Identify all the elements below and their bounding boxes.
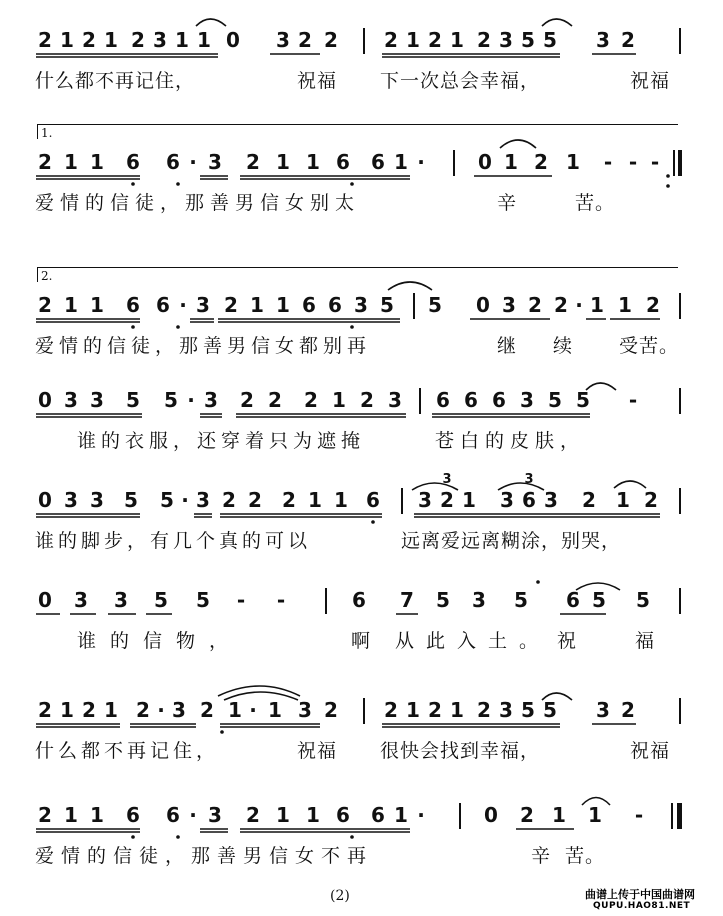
note: 1 [60,28,74,52]
note: 3 [64,488,78,512]
note: 6 [328,293,342,317]
lyric: 受苦。 [619,335,680,357]
note: 3 [64,388,78,412]
lyric: 祝福 [297,70,338,92]
note: 2 [384,28,398,52]
lyric: 祝福 [630,740,671,762]
note: 3 [196,293,210,317]
triplet-mark: 3 [442,472,452,487]
note: 2 [428,698,442,722]
note: 3 [153,28,167,52]
beam-lines [36,54,660,832]
note: 1 [308,488,322,512]
note: 6 [436,388,450,412]
note: 3 [298,698,312,722]
note: 1 [268,698,282,722]
octave-dots [131,174,670,839]
note: 6 [336,803,350,827]
lyric: 爱情的信徒，那善男信女都别再 [35,335,372,357]
lyric: 祝福 [297,740,338,762]
note: 0 [484,803,498,827]
note: 6 [352,588,366,612]
note: 5 [160,488,174,512]
note: 7 [400,588,414,612]
note: 3 [544,488,558,512]
lyric: 祝福 [630,70,671,92]
lyric: 啊 [351,630,372,652]
note: 6 [492,388,506,412]
lyric: 辛 [531,845,552,867]
note: 1 [504,150,518,174]
note: 1 [228,698,242,722]
note: 3 [90,388,104,412]
note: 1 [450,28,464,52]
note: 2 [534,150,548,174]
note: 3 [499,28,513,52]
tie-slurs [196,19,646,805]
lyric: 远离爱远离糊涂，别哭， [401,530,622,552]
note: 2 [528,293,542,317]
note: 1 [588,803,602,827]
triplet-mark: 3 [524,472,534,487]
note: 2 [324,698,338,722]
note: 2 [582,488,596,512]
note: 2 [222,488,236,512]
note: 0 [38,588,52,612]
lyric: 续 [553,335,574,357]
note: 1 [276,150,290,174]
note: 5 [543,28,557,52]
lyric: 下一次总会幸福， [380,70,541,92]
note: 5 [126,388,140,412]
note: - [276,588,286,612]
note: 2 [82,698,96,722]
note: 3 [74,588,88,612]
note: - [628,150,638,174]
note: 3 [500,488,514,512]
note: 1 [104,28,118,52]
note: 5 [521,28,535,52]
note: 3 [114,588,128,612]
note: 6 [366,488,380,512]
note: 0 [38,488,52,512]
note: 1 [104,698,118,722]
note: 6 [166,803,180,827]
note: 6 [566,588,580,612]
note: 2 [38,698,52,722]
lyric: 苍白的皮肤， [435,430,586,452]
note: 5 [636,588,650,612]
note: · [189,150,197,174]
lyric: 谁的信物， [77,630,243,652]
volta-label: 2. [41,269,53,283]
lyric: 谁的脚步，有几个真的可以 [35,530,312,552]
note: 2 [82,28,96,52]
note: 2 [136,698,150,722]
note: 1 [566,150,580,174]
lyric: 很快会找到幸福， [380,740,541,762]
note: 1 [406,28,420,52]
note: - [628,388,638,412]
lyric: 爱情的信徒，那善男信女不再 [35,845,374,867]
note: 6 [336,150,350,174]
note: 3 [172,698,186,722]
note: 0 [478,150,492,174]
note: · [189,803,197,827]
lyric: 苦。 [565,845,606,867]
note: 2 [428,28,442,52]
note: 1 [175,28,189,52]
note: 5 [548,388,562,412]
note: · [249,698,257,722]
note: 3 [596,698,610,722]
note: 1 [90,803,104,827]
note: · [179,293,187,317]
note: 0 [226,28,240,52]
note: 5 [428,293,442,317]
note: 5 [514,588,528,612]
note: 2 [477,28,491,52]
note: 2 [246,803,260,827]
note: 3 [502,293,516,317]
note: 5 [592,588,606,612]
page-number: (2) [330,888,350,904]
note: 6 [166,150,180,174]
note: 6 [302,293,316,317]
note: 1 [334,488,348,512]
note: 6 [126,150,140,174]
note: 3 [276,28,290,52]
note: 3 [208,803,222,827]
note: 3 [196,488,210,512]
note: 2 [324,28,338,52]
note: 3 [472,588,486,612]
note: 2 [246,150,260,174]
note: 1 [276,293,290,317]
note: 1 [250,293,264,317]
note: 1 [306,150,320,174]
note: 2 [621,698,635,722]
lyric: 继 [497,335,518,357]
note: 3 [520,388,534,412]
note: 3 [208,150,222,174]
note: 2 [360,388,374,412]
volta-label: 1. [41,126,53,140]
note: · [417,150,425,174]
note: 2 [224,293,238,317]
site-watermark [585,886,723,916]
note: 2 [621,28,635,52]
note: · [181,488,189,512]
note: 2 [298,28,312,52]
note: 2 [240,388,254,412]
note: 6 [126,293,140,317]
lyric: 爱情的信徒，那善男信女别太 [35,192,361,214]
note: 6 [371,150,385,174]
note: 2 [304,388,318,412]
note: 2 [440,488,454,512]
note: · [187,388,195,412]
note: 1 [462,488,476,512]
note: 3 [596,28,610,52]
note: 1 [332,388,346,412]
note: - [236,588,246,612]
note: 1 [90,293,104,317]
lyric: 辛 [497,192,518,214]
note: 1 [306,803,320,827]
note: 3 [499,698,513,722]
note: 2 [282,488,296,512]
note: 2 [38,803,52,827]
note: - [650,150,660,174]
note: 1 [64,150,78,174]
note: 3 [90,488,104,512]
note: 5 [576,388,590,412]
note: 1 [406,698,420,722]
lyric: 什么都不再记住， [35,70,196,92]
note: 5 [380,293,394,317]
note: - [634,803,644,827]
note: 2 [131,28,145,52]
note: 1 [552,803,566,827]
note: 1 [450,698,464,722]
note: 5 [124,488,138,512]
note: 5 [164,388,178,412]
note: 2 [38,28,52,52]
note: 5 [196,588,210,612]
note: · [157,698,165,722]
note: 6 [522,488,536,512]
note: 0 [38,388,52,412]
site-watermark-url: QUPU.HAO81.NET [593,901,691,911]
note: 1 [394,803,408,827]
note: 1 [276,803,290,827]
note: 5 [154,588,168,612]
note: 2 [554,293,568,317]
note: 1 [590,293,604,317]
note: 0 [476,293,490,317]
note: 1 [197,28,211,52]
note: 2 [477,698,491,722]
note: 2 [520,803,534,827]
note: 6 [371,803,385,827]
note: 5 [436,588,450,612]
note: 5 [543,698,557,722]
note: 3 [388,388,402,412]
site-watermark-name: 曲谱上传于中国曲谱网 [585,888,695,901]
note: 1 [90,150,104,174]
note: · [417,803,425,827]
note: 2 [248,488,262,512]
lyric: 福 [635,630,656,652]
note: 1 [616,488,630,512]
note: 2 [646,293,660,317]
note: · [575,293,583,317]
note: 3 [354,293,368,317]
note: 6 [126,803,140,827]
note: 1 [618,293,632,317]
note: 3 [418,488,432,512]
note: 3 [204,388,218,412]
note: 2 [38,293,52,317]
note: 1 [60,698,74,722]
note: 2 [384,698,398,722]
note: - [603,150,613,174]
lyric: 苦。 [575,192,616,214]
lyric: 从此入土。 [395,630,551,652]
note: 1 [64,803,78,827]
note: 2 [268,388,282,412]
note: 6 [156,293,170,317]
note: 2 [644,488,658,512]
note: 1 [64,293,78,317]
note: 5 [521,698,535,722]
lyric: 谁的衣服，还穿着只为遮掩 [77,430,366,452]
note: 1 [394,150,408,174]
lyric: 祝 [557,630,578,652]
note: 2 [200,698,214,722]
lyric: 什么都不再记住， [35,740,220,762]
note: 2 [38,150,52,174]
note: 6 [464,388,478,412]
